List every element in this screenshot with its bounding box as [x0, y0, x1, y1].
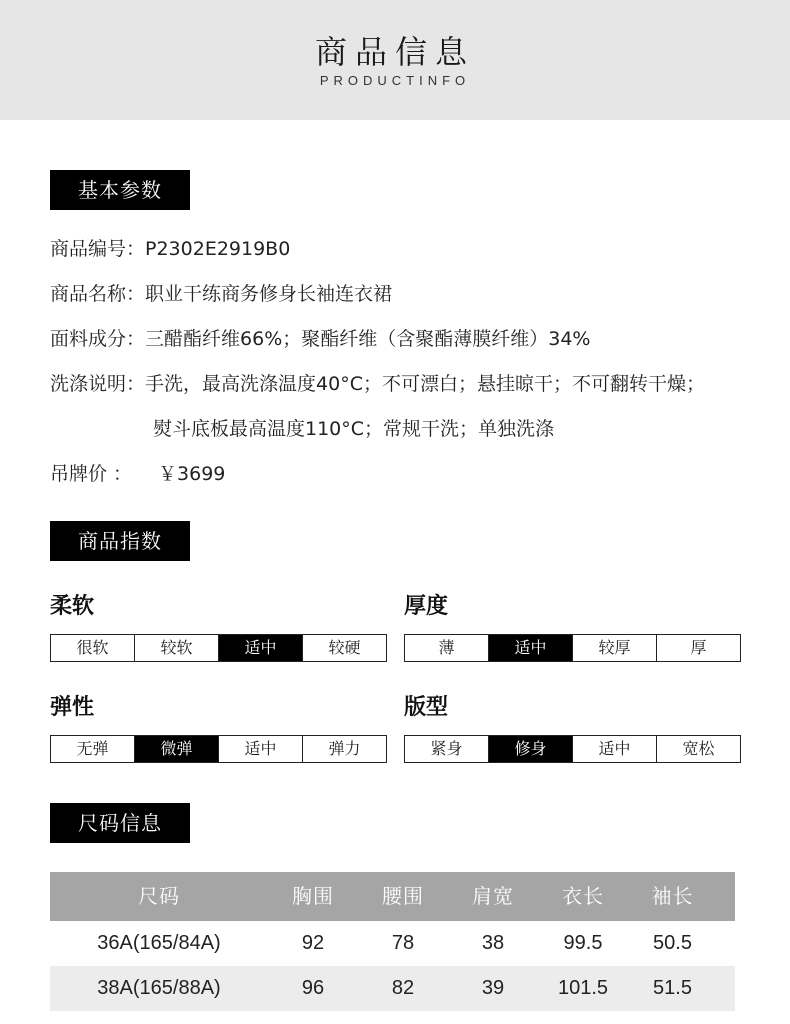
- scale-option: 较软: [134, 635, 218, 661]
- param-key: 商品编号：: [50, 238, 146, 260]
- index-scale-softness: [50, 634, 387, 662]
- table-cell: 39: [481, 977, 505, 999]
- table-cell: 96: [301, 977, 325, 999]
- param-price: [50, 461, 225, 487]
- param-value: 手洗，最高洗涤温度40°C；不可漂白；悬挂晾干；不可翻转干燥；: [145, 373, 705, 395]
- table-cell: 51.5: [653, 977, 692, 999]
- section-label-basic: 基本参数: [50, 170, 190, 210]
- table-cell: 92: [301, 932, 325, 954]
- scale-option: 较厚: [572, 635, 656, 661]
- scale-option: 厚: [656, 635, 740, 661]
- index-scale-fit: [404, 735, 741, 763]
- param-name: [50, 281, 392, 307]
- index-title-fit: 版型: [404, 695, 449, 720]
- scale-option: 弹力: [302, 736, 386, 762]
- param-value: 三醋酯纤维66%；聚酯纤维（含聚酯薄膜纤维）34%: [145, 328, 591, 350]
- table-header: [50, 872, 735, 921]
- scale-option: 微弹: [134, 736, 218, 762]
- scale-option: 适中: [572, 736, 656, 762]
- scale-option: 适中: [218, 635, 302, 661]
- param-value: 职业干练商务修身长袖连衣裙: [145, 283, 393, 305]
- param-code: [50, 236, 290, 262]
- header-banner: [0, 0, 790, 120]
- scale-option: 宽松: [656, 736, 740, 762]
- table-header-cell: 尺码: [138, 884, 180, 908]
- scale-option: 适中: [218, 736, 302, 762]
- table-cell: 38: [481, 932, 505, 954]
- table-cell: 38A(165/88A): [97, 977, 221, 999]
- param-wash: [50, 371, 705, 397]
- scale-option: 薄: [438, 638, 455, 657]
- param-value: ￥3699: [158, 463, 226, 485]
- index-scale-thickness: [404, 634, 741, 662]
- table-header-cell: 腰围: [382, 884, 424, 908]
- section-label-size: 尺码信息: [50, 803, 190, 843]
- table-cell: 36A(165/84A): [97, 932, 221, 954]
- param-key: 面料成分：: [50, 328, 146, 350]
- index-title-elasticity: 弹性: [50, 695, 95, 720]
- table-cell: 101.5: [557, 977, 609, 999]
- size-table: [50, 872, 735, 1011]
- scale-option: 很软: [76, 638, 109, 657]
- table-cell: 99.5: [563, 932, 603, 954]
- scale-option: 较硬: [302, 635, 386, 661]
- page-title: 商品信息: [314, 33, 475, 71]
- scale-option: 紧身: [430, 739, 463, 758]
- scale-option: 无弹: [76, 739, 109, 758]
- scale-option: 适中: [488, 635, 572, 661]
- table-header-cell: 胸围: [292, 884, 334, 908]
- param-key: 洗涤说明：: [50, 373, 146, 395]
- index-title-softness: 柔软: [50, 594, 95, 619]
- param-key: 商品名称：: [50, 283, 146, 305]
- table-cell: 50.5: [653, 932, 692, 954]
- page-subtitle: PRODUCTINFO: [319, 73, 471, 88]
- table-header-cell: 袖长: [651, 884, 694, 908]
- index-scale-elasticity: [50, 735, 387, 763]
- table-row: [50, 966, 735, 1011]
- param-wash-continued: 熨斗底板最高温度110°C；常规干洗；单独洗涤: [153, 418, 555, 440]
- table-cell: 82: [391, 977, 415, 999]
- scale-option: 修身: [488, 736, 572, 762]
- param-value: P2302E2919B0: [145, 238, 291, 260]
- section-label-index: 商品指数: [50, 521, 190, 561]
- table-cell: 78: [391, 932, 415, 954]
- param-material: [50, 326, 590, 352]
- param-key: 吊牌价 ：: [50, 463, 133, 485]
- table-header-cell: 衣长: [562, 884, 604, 908]
- table-row: [50, 921, 735, 966]
- table-header-cell: 肩宽: [472, 884, 514, 908]
- index-title-thickness: 厚度: [404, 594, 449, 619]
